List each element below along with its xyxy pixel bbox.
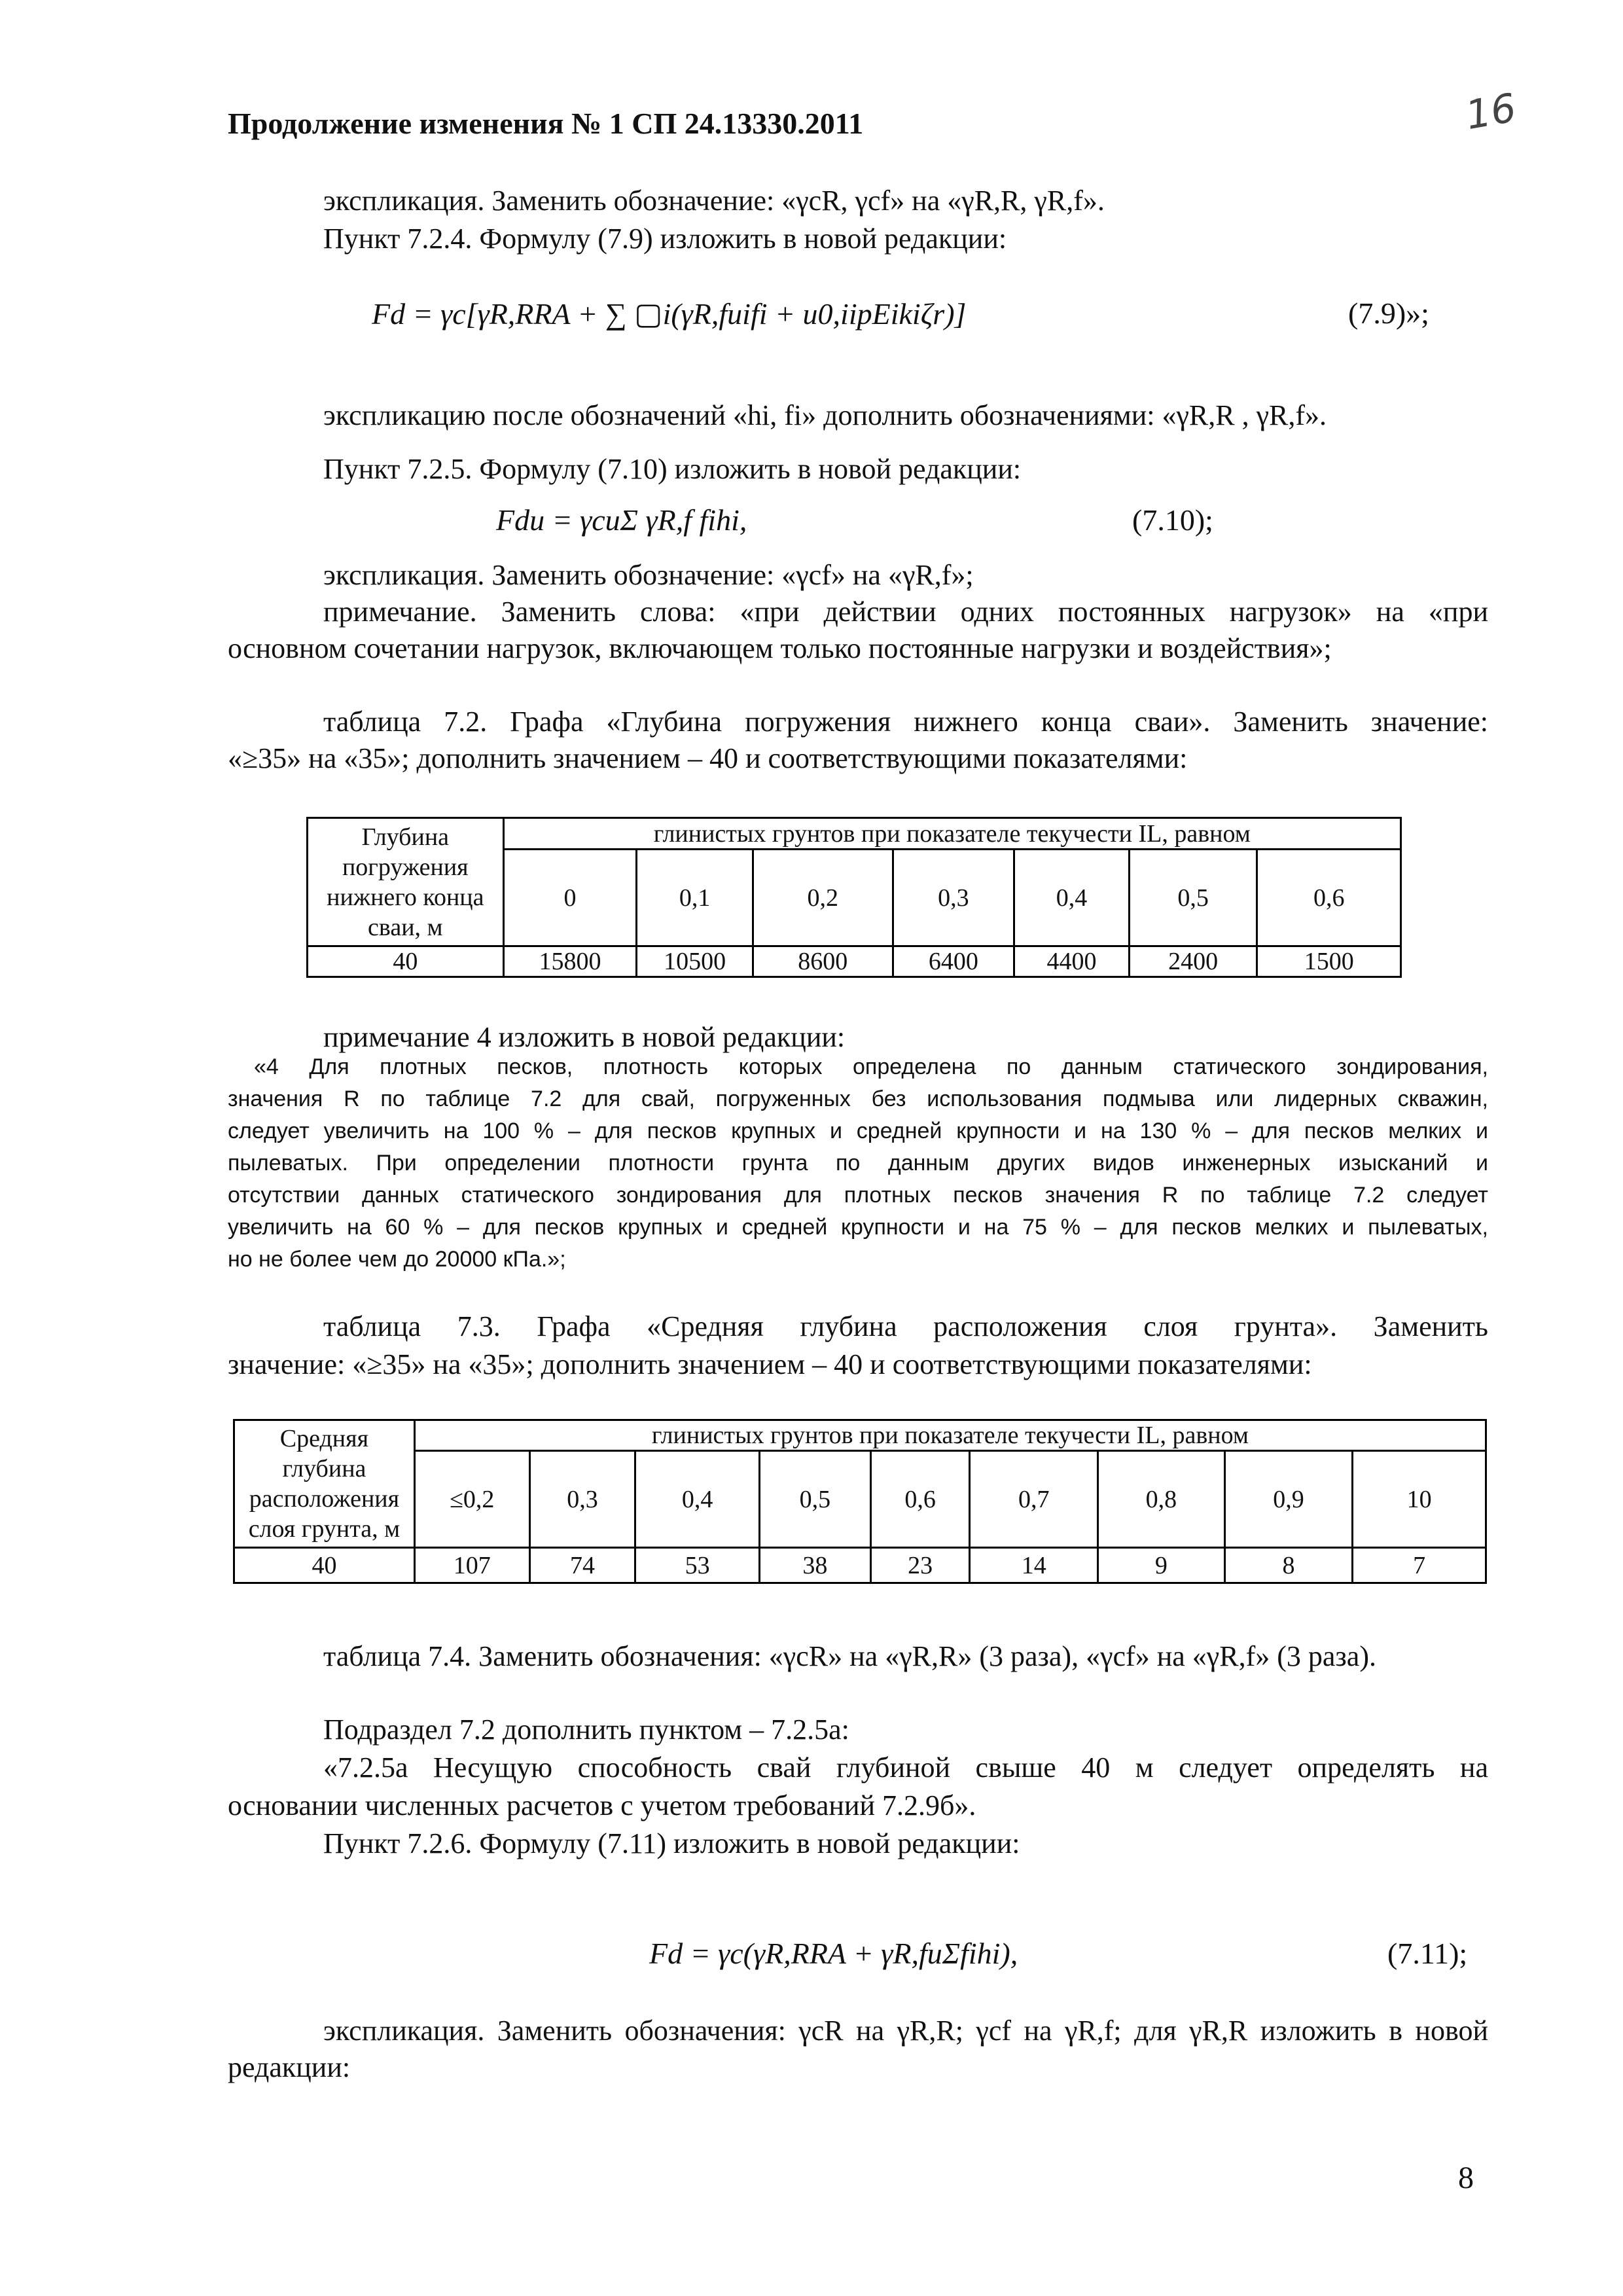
table-cell: 8 bbox=[1224, 1548, 1353, 1583]
header-line: расположения bbox=[249, 1485, 400, 1513]
column-header: 0,6 bbox=[1257, 850, 1401, 946]
row-label: 40 bbox=[308, 946, 504, 977]
table-7-2 bbox=[306, 817, 1402, 978]
column-header: ≤0,2 bbox=[414, 1451, 529, 1548]
header-line: глубина bbox=[282, 1455, 366, 1482]
note-4-line: «4 Для плотных песков, плотность которых определена по данным статического зондирования, bbox=[254, 1054, 1488, 1079]
header-line: слоя грунта, м bbox=[248, 1515, 401, 1543]
clause-7-2-5a-line-1: «7.2.5а Несущую способность свай глубиной свыше 40 м следует определять на bbox=[323, 1751, 1488, 1784]
column-header: 0,4 bbox=[635, 1451, 760, 1548]
table-cell: 4400 bbox=[1014, 946, 1130, 977]
table-row bbox=[308, 946, 1401, 977]
table-cell: 2400 bbox=[1129, 946, 1257, 977]
formula-7-10-number: (7.10); bbox=[1132, 503, 1213, 537]
table-7-2-span-header: глинистых грунтов при показателе текучести IL, равном bbox=[503, 818, 1400, 850]
note-4-line: отсутствии данных статического зондирования для плотных песков значения R по таблице 7.2 следует bbox=[228, 1183, 1488, 1208]
explication-line-3-cont: редакции: bbox=[228, 2051, 351, 2083]
table-row bbox=[234, 1548, 1486, 1583]
column-header: 10 bbox=[1353, 1451, 1486, 1548]
table-7-2-depth-header bbox=[308, 818, 504, 946]
formula-7-11: Fd = γc(γR,RRA + γR,fuΣfihi), bbox=[649, 1937, 1018, 1970]
table-7-2-intro-line-2: «≥35» на «35»; дополнить значением – 40 и соответствующими показателями: bbox=[228, 742, 1188, 774]
handwritten-page-number: 16 bbox=[1462, 84, 1520, 139]
table-7-3-span-header: глинистых грунтов при показателе текучести IL, равном bbox=[414, 1420, 1486, 1451]
formula-7-11-number: (7.11); bbox=[1387, 1937, 1468, 1970]
table-7-3-intro-line-2: значение: «≥35» на «35»; дополнить значением – 40 и соответствующими показателями: bbox=[228, 1348, 1312, 1380]
page-header-title: Продолжение изменения № 1 СП 24.13330.2011 bbox=[228, 107, 864, 140]
table-7-2-intro-line-1: таблица 7.2. Графа «Глубина погружения нижнего конца сваи». Заменить значение: bbox=[323, 706, 1488, 738]
table-cell: 10500 bbox=[637, 946, 753, 977]
column-header: 0,5 bbox=[760, 1451, 871, 1548]
note-4-line: увеличить на 60 % – для песков крупных и средней крупности и на 75 % – для песков мелких и пылеватых, bbox=[228, 1215, 1488, 1240]
explication-additions-line: экспликацию после обозначений «hi, fi» дополнить обозначениями: «γR,R , γR,f». bbox=[323, 399, 1327, 431]
table-cell: 7 bbox=[1353, 1548, 1486, 1583]
table-cell: 14 bbox=[970, 1548, 1098, 1583]
column-header: 0,6 bbox=[870, 1451, 970, 1548]
table-cell: 9 bbox=[1098, 1548, 1225, 1583]
column-header: 0 bbox=[503, 850, 637, 946]
header-line: Средняя bbox=[279, 1425, 369, 1452]
note-4-line: следует увеличить на 100 % – для песков крупных и средней крупности и на 130 % – для песков мелких и bbox=[228, 1119, 1488, 1143]
table-cell: 74 bbox=[529, 1548, 635, 1583]
column-header: 0,2 bbox=[753, 850, 893, 946]
header-line: нижнего конца bbox=[327, 883, 484, 911]
table-cell: 107 bbox=[414, 1548, 529, 1583]
table-cell: 6400 bbox=[893, 946, 1014, 977]
header-line: погружения bbox=[342, 853, 469, 881]
header-line: сваи, м bbox=[368, 913, 443, 941]
table-cell: 1500 bbox=[1257, 946, 1401, 977]
table-7-3 bbox=[233, 1419, 1487, 1584]
column-header: 0,3 bbox=[893, 850, 1014, 946]
table-cell: 8600 bbox=[753, 946, 893, 977]
formula-7-10: Fdu = γcuΣ γR,f fihi, bbox=[496, 503, 747, 537]
explication-line-1: экспликация. Заменить обозначение: «γcR, γcf» на «γR,R, γR,f». bbox=[323, 185, 1105, 217]
note-4-line: пылеватых. При определении плотности грунта по данным других видов инженерных изысканий и bbox=[228, 1151, 1488, 1175]
table-7-4-line: таблица 7.4. Заменить обозначения: «γcR» на «γR,R» (3 раза), «γcf» на «γR,f» (3 раза). bbox=[323, 1640, 1376, 1672]
column-header: 0,3 bbox=[529, 1451, 635, 1548]
clause-7-2-6-line: Пункт 7.2.6. Формулу (7.11) изложить в новой редакции: bbox=[323, 1827, 1020, 1859]
column-header: 0,7 bbox=[970, 1451, 1098, 1548]
column-header: 0,4 bbox=[1014, 850, 1130, 946]
formula-7-9: Fd = γc[γR,RRA + ∑ ▢i(γR,fuifi + u0,iipEikiζr)] bbox=[372, 297, 967, 331]
note-4-last-line: но не более чем до 20000 кПа.»; bbox=[228, 1247, 566, 1272]
note-replace-line-1: примечание. Заменить слова: «при действии одних постоянных нагрузок» на «при bbox=[323, 596, 1488, 628]
table-7-3-intro-line-1: таблица 7.3. Графа «Средняя глубина расположения слоя грунта». Заменить bbox=[323, 1310, 1488, 1342]
clause-7-2-5-line: Пункт 7.2.5. Формулу (7.10) изложить в новой редакции: bbox=[323, 453, 1022, 485]
row-label: 40 bbox=[234, 1548, 415, 1583]
column-header: 0,5 bbox=[1129, 850, 1257, 946]
clause-7-2-4-line: Пункт 7.2.4. Формулу (7.9) изложить в новой редакции: bbox=[323, 223, 1007, 255]
formula-7-9-number: (7.9)»; bbox=[1348, 296, 1429, 330]
clause-7-2-5a-line-2: основании численных расчетов с учетом требований 7.2.9б». bbox=[228, 1789, 976, 1821]
column-header: 0,8 bbox=[1098, 1451, 1225, 1548]
explication-line-3: экспликация. Заменить обозначения: γcR на γR,R; γcf на γR,f; для γR,R изложить в новой bbox=[323, 2015, 1488, 2047]
note-replace-line-2: основном сочетании нагрузок, включающем только постоянные нагрузки и воздействия»; bbox=[228, 632, 1332, 664]
note-4-line: значения R по таблице 7.2 для свай, погруженных без использования подмыва или лидерных скважин, bbox=[228, 1086, 1488, 1111]
table-cell: 38 bbox=[760, 1548, 871, 1583]
table-cell: 15800 bbox=[503, 946, 637, 977]
column-header: 0,1 bbox=[637, 850, 753, 946]
column-header: 0,9 bbox=[1224, 1451, 1353, 1548]
header-line: Глубина bbox=[361, 823, 450, 851]
table-cell: 53 bbox=[635, 1548, 760, 1583]
table-7-3-depth-header bbox=[234, 1420, 415, 1548]
note-4-intro: примечание 4 изложить в новой редакции: bbox=[323, 1021, 846, 1053]
table-cell: 23 bbox=[870, 1548, 970, 1583]
explication-line-2: экспликация. Заменить обозначение: «γcf» на «γR,f»; bbox=[323, 559, 974, 591]
page-number: 8 bbox=[1458, 2161, 1474, 2195]
subsection-7-2-line: Подраздел 7.2 дополнить пунктом – 7.2.5а: bbox=[323, 1713, 849, 1746]
